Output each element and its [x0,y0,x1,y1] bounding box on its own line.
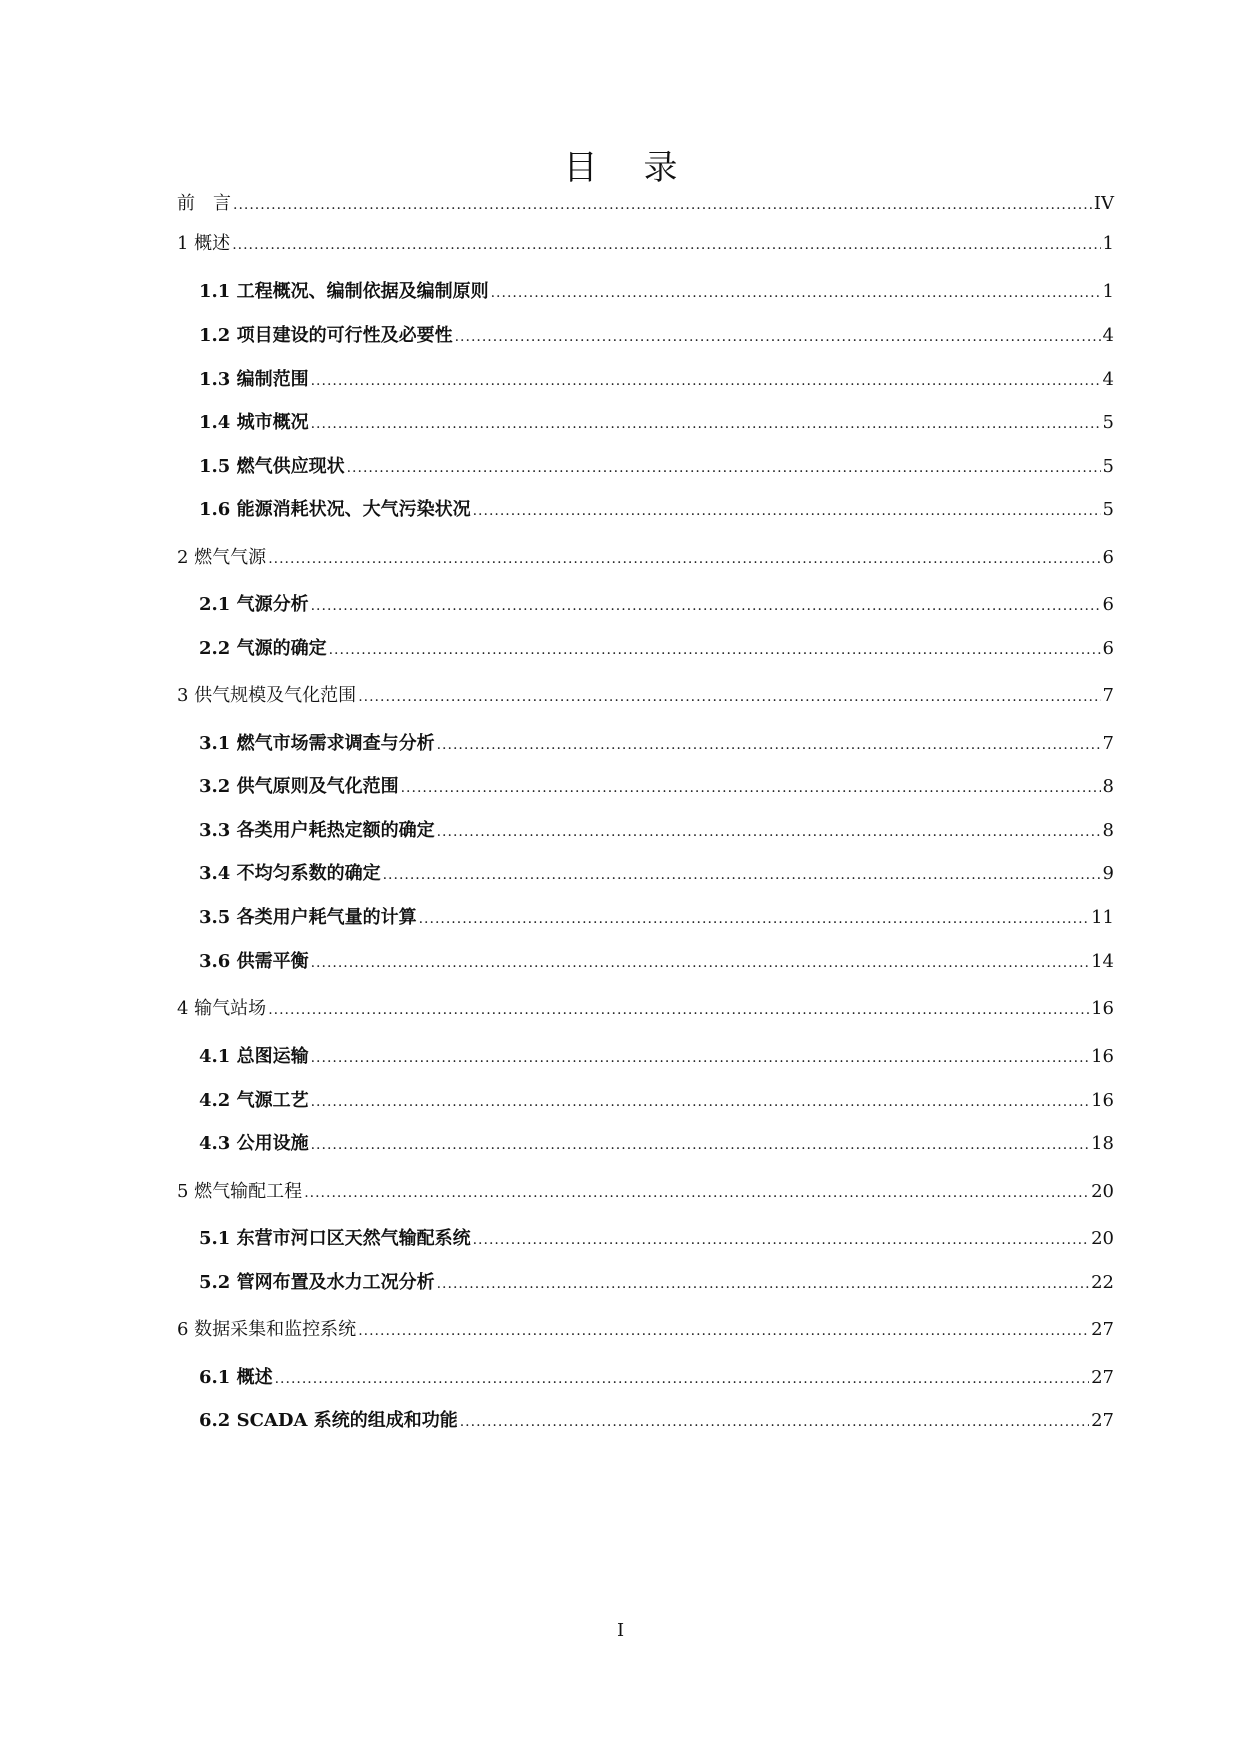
toc-section-entry[interactable] [199,1131,1114,1157]
toc-entry-label: 3 供气规模及气化范围 [177,685,357,706]
toc-entry-page-number: 16 [1091,1046,1114,1067]
toc-entry-label: 1.4 城市概况 [199,412,309,433]
toc-dot-leader [268,996,1089,1023]
toc-dot-leader [473,497,1101,524]
toc-entry-label: 1.2 项目建设的可行性及必要性 [199,325,453,346]
toc-section-entry[interactable] [199,592,1114,618]
toc-entry-page-number: 9 [1102,863,1114,884]
toc-dot-leader [419,905,1090,932]
toc-entry-label: 4 输气站场 [177,998,267,1019]
toc-entry-page-number: 8 [1102,776,1114,797]
toc-entry-label: 1.1 工程概况、编制依据及编制原则 [199,281,489,302]
toc-entry-page-number: 16 [1091,998,1114,1019]
toc-entry-page-number: 6 [1102,638,1114,659]
toc-entry-page-number: 27 [1091,1367,1114,1388]
toc-entry-page-number: 8 [1102,820,1114,841]
toc-entry-label: 3.1 燃气市场需求调查与分析 [199,733,435,754]
toc-section-entry[interactable] [199,861,1114,887]
toc-entry-label: 前 言 [177,193,231,214]
toc-chapter-entry[interactable] [177,1317,1114,1343]
toc-section-entry[interactable] [199,1088,1114,1114]
toc-chapter-entry[interactable] [177,996,1114,1022]
toc-dot-leader [358,683,1100,710]
toc-dot-leader [329,636,1101,663]
toc-section-entry[interactable] [199,949,1114,975]
toc-entry-label: 6.1 概述 [199,1367,273,1388]
toc-entry-page-number: 14 [1091,951,1114,972]
toc-entry-page-number: 18 [1091,1133,1114,1154]
toc-section-entry[interactable] [199,1365,1114,1391]
toc-dot-leader [311,1088,1090,1115]
toc-section-entry[interactable] [199,1226,1114,1252]
toc-dot-leader [460,1408,1089,1435]
toc-entry-label: 3.5 各类用户耗气量的计算 [199,907,417,928]
toc-section-entry[interactable] [199,1408,1114,1434]
toc-dot-leader [232,231,1100,258]
toc-section-entry[interactable] [199,323,1114,349]
page-title-part2: 录 [643,148,678,188]
toc-section-entry[interactable] [199,1270,1114,1296]
toc-entry-label: 2.2 气源的确定 [199,638,327,659]
toc-entry-label: 4.1 总图运输 [199,1046,309,1067]
toc-section-entry[interactable] [199,497,1114,523]
toc-dot-leader [358,1317,1089,1344]
toc-chapter-entry[interactable] [177,191,1114,217]
toc-entry-page-number: 4 [1102,369,1114,390]
toc-entry-label: 1.6 能源消耗状况、大气污染状况 [199,499,471,520]
toc-entry-label: 3.6 供需平衡 [199,951,309,972]
toc-entry-label: 5 燃气输配工程 [177,1181,303,1202]
toc-entry-page-number: 7 [1102,685,1114,706]
toc-dot-leader [311,949,1090,976]
toc-entry-label: 3.4 不均匀系数的确定 [199,863,381,884]
toc-dot-leader [491,279,1101,306]
toc-entry-label: 1.5 燃气供应现状 [199,456,345,477]
toc-dot-leader [437,731,1101,758]
page-title [0,140,1241,189]
toc-dot-leader [233,191,1092,218]
toc-entry-label: 3.3 各类用户耗热定额的确定 [199,820,435,841]
toc-dot-leader [473,1226,1090,1253]
toc-entry-page-number: 5 [1102,412,1114,433]
toc-entry-label: 5.1 东营市河口区天然气输配系统 [199,1228,471,1249]
toc-entry-page-number: 1 [1102,281,1114,302]
toc-dot-leader [311,367,1101,394]
toc-entry-page-number: 20 [1091,1228,1114,1249]
toc-dot-leader [383,861,1101,888]
toc-section-entry[interactable] [199,454,1114,480]
toc-dot-leader [437,1270,1090,1297]
toc-entry-page-number: IV [1093,193,1114,214]
toc-entry-page-number: 5 [1102,499,1114,520]
toc-dot-leader [275,1365,1090,1392]
toc-dot-leader [311,592,1101,619]
page-number: I [616,1620,625,1641]
toc-entry-label: 4.2 气源工艺 [199,1090,309,1111]
toc-entry-label: 4.3 公用设施 [199,1133,309,1154]
toc-entry-label: 6 数据采集和监控系统 [177,1319,357,1340]
toc-section-entry[interactable] [199,818,1114,844]
toc-section-entry[interactable] [199,279,1114,305]
toc-section-entry[interactable] [199,774,1114,800]
toc-entry-page-number: 22 [1091,1272,1114,1293]
toc-dot-leader [437,818,1101,845]
toc-entry-page-number: 5 [1102,456,1114,477]
toc-entry-label: 2.1 气源分析 [199,594,309,615]
toc-entry-page-number: 1 [1102,233,1114,254]
toc-entry-page-number: 20 [1091,1181,1114,1202]
toc-section-entry[interactable] [199,1044,1114,1070]
toc-dot-leader [311,1131,1090,1158]
page-title-part1: 目 [563,148,598,188]
toc-chapter-entry[interactable] [177,545,1114,571]
toc-dot-leader [347,454,1101,481]
toc-dot-leader [311,410,1101,437]
toc-section-entry[interactable] [199,731,1114,757]
toc-entry-page-number: 27 [1091,1410,1114,1431]
toc-chapter-entry[interactable] [177,683,1114,709]
toc-entry-page-number: 4 [1102,325,1114,346]
toc-entry-label: 1 概述 [177,233,231,254]
toc-chapter-entry[interactable] [177,231,1114,257]
toc-dot-leader [401,774,1101,801]
toc-section-entry[interactable] [199,367,1114,393]
toc-entry-page-number: 16 [1091,1090,1114,1111]
toc-entry-label: 3.2 供气原则及气化范围 [199,776,399,797]
toc-dot-leader [455,323,1101,350]
toc-entry-label: 1.3 编制范围 [199,369,309,390]
toc-section-entry[interactable] [199,636,1114,662]
toc-dot-leader [268,545,1100,572]
toc-entry-page-number: 11 [1091,907,1114,928]
toc-section-entry[interactable] [199,410,1114,436]
toc-dot-leader [304,1179,1089,1206]
toc-entry-page-number: 6 [1102,547,1114,568]
toc-entry-label: 2 燃气气源 [177,547,267,568]
toc-entry-label: 5.2 管网布置及水力工况分析 [199,1272,435,1293]
toc-entry-page-number: 27 [1091,1319,1114,1340]
toc-section-entry[interactable] [199,905,1114,931]
toc-chapter-entry[interactable] [177,1179,1114,1205]
toc-entry-label: 6.2 SCADA 系统的组成和功能 [199,1410,458,1431]
toc-dot-leader [311,1044,1090,1071]
toc-entry-page-number: 6 [1102,594,1114,615]
toc-entry-page-number: 7 [1102,733,1114,754]
